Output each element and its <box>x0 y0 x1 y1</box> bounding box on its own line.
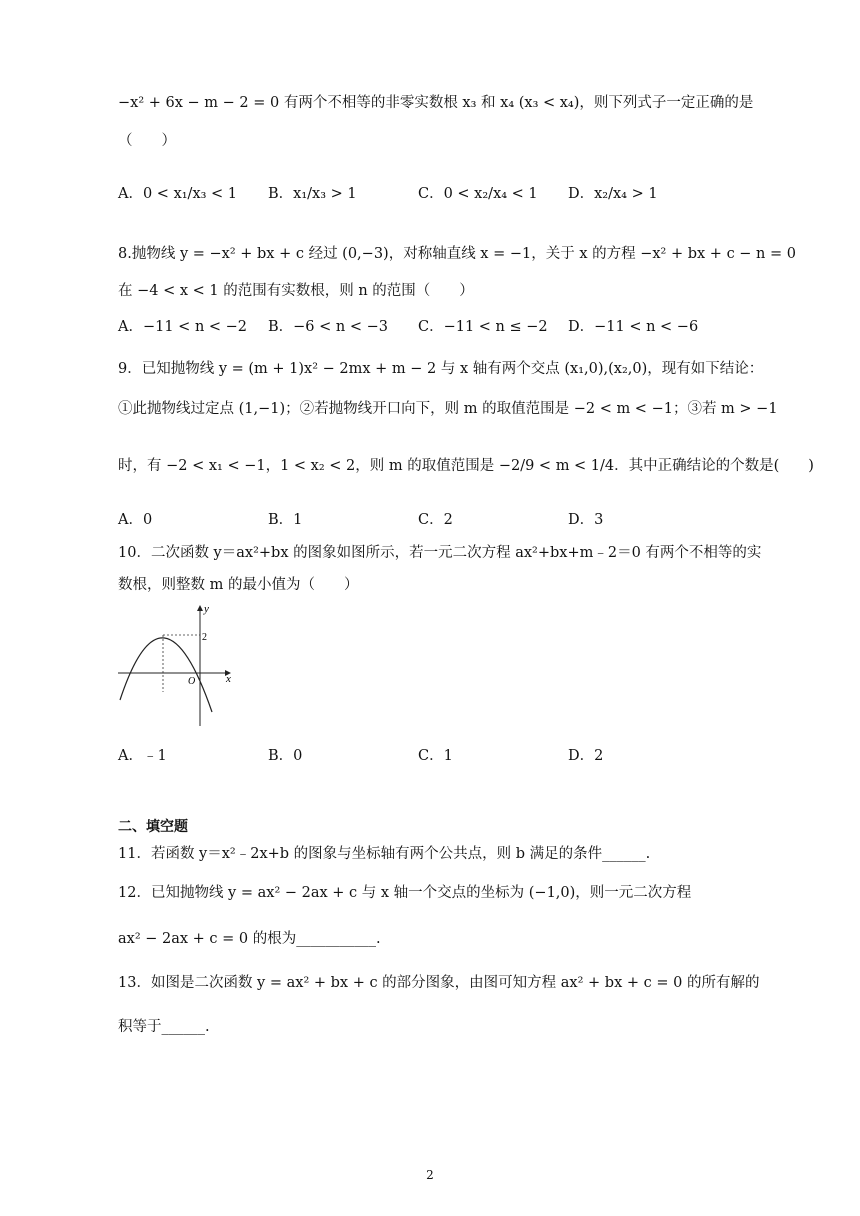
q9-option-b: B．1 <box>268 512 303 528</box>
q7-paren: （ ） <box>118 133 176 149</box>
q13-line1: 13．如图是二次函数 y = ax² + bx + c 的部分图象，由图可知方程 ax² + bx + c = 0 的所有解的 <box>118 975 760 991</box>
q10-option-a: A．﹣1 <box>118 748 167 764</box>
q10-line2: 数根，则整数 m 的最小值为（ ） <box>118 577 359 593</box>
q10-option-d: D．2 <box>568 748 604 764</box>
q8-option-b: B．−6 < n < −3 <box>268 319 388 335</box>
graph-label-x: x <box>226 673 231 685</box>
q7-option-d: D．x₂/x₄ > 1 <box>568 186 658 202</box>
graph-label-2: 2 <box>202 632 207 643</box>
q9-line1: 9．已知抛物线 y = (m + 1)x² − 2mx + m − 2 与 x 轴有两个交点 (x₁,0),(x₂,0)，现有如下结论： <box>118 361 764 377</box>
q10-option-b: B．0 <box>268 748 303 764</box>
page-number: 2 <box>426 1168 434 1182</box>
q9-line2: ①此抛物线过定点 (1,−1)；②若抛物线开口向下，则 m 的取值范围是 −2 < m < −1；③若 m > −1 <box>118 401 778 417</box>
q8-option-c: C．−11 < n ≤ −2 <box>418 319 548 335</box>
q8-line1: 8.抛物线 y = −x² + bx + c 经过 (0,−3)，对称轴直线 x = −1，关于 x 的方程 −x² + bx + c − n = 0 <box>118 246 796 262</box>
q10-parabola-graph <box>118 600 238 730</box>
q8-option-d: D．−11 < n < −6 <box>568 319 699 335</box>
q9-option-c: C．2 <box>418 512 453 528</box>
q10-line1: 10．二次函数 y＝ax²+bx 的图象如图所示，若一元二次方程 ax²+bx+m﹣2＝0 有两个不相等的实 <box>118 545 762 561</box>
q13-line2: 积等于______. <box>118 1019 210 1035</box>
q8-option-a: A．−11 < n < −2 <box>118 319 248 335</box>
q12-line2: ax² − 2ax + c = 0 的根为___________. <box>118 931 381 947</box>
section-title-fill-in: 二、填空题 <box>118 819 188 835</box>
q8-line2: 在 −4 < x < 1 的范围有实数根，则 n 的范围（ ） <box>118 283 474 299</box>
q9-line3: 时，有 −2 < x₁ < −1，1 < x₂ < 2，则 m 的取值范围是 −2/9 < m < 1/4．其中正确结论的个数是( ) <box>118 458 814 474</box>
graph-label-y: y <box>204 603 209 615</box>
q10-option-c: C．1 <box>418 748 453 764</box>
q7-option-b: B．x₁/x₃ > 1 <box>268 186 357 202</box>
q7-option-a: A．0 < x₁/x₃ < 1 <box>118 186 238 202</box>
q9-option-d: D．3 <box>568 512 604 528</box>
q7-option-c: C．0 < x₂/x₄ < 1 <box>418 186 538 202</box>
q12-line1: 12．已知抛物线 y = ax² − 2ax + c 与 x 轴一个交点的坐标为 (−1,0)，则一元二次方程 <box>118 885 692 901</box>
graph-label-origin: O <box>188 676 196 687</box>
q9-option-a: A．0 <box>118 512 153 528</box>
q11-line1: 11．若函数 y＝x²﹣2x+b 的图象与坐标轴有两个公共点，则 b 满足的条件______. <box>118 846 651 862</box>
parabola-curve <box>120 638 212 712</box>
q7-line1: −x² + 6x − m − 2 = 0 有两个不相等的非零实数根 x₃ 和 x₄ (x₃ < x₄)，则下列式子一定正确的是 <box>118 95 754 111</box>
